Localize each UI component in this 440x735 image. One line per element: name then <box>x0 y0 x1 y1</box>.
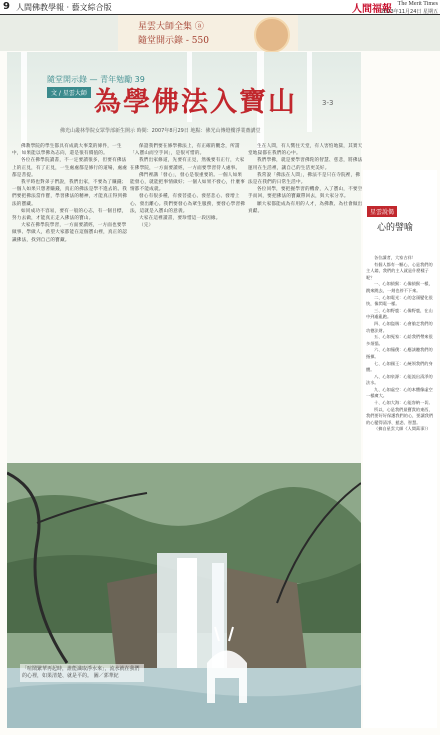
paragraph: 二、心如電光：心的念頭變化很快，像閃電一樣。 <box>366 294 433 307</box>
master-portrait-image <box>254 17 290 53</box>
author-tag: 文 / 星雲大師 <box>47 87 91 98</box>
paragraph: 生在人間，有人嚮往天堂，有人害怕地獄，其實天堂地獄都在我們的心中。 <box>248 144 363 157</box>
paragraph: 佛教學院的學生都具有成就大事業的條件，一生中，如果能以學佛為志向，還是很有價值的。 <box>12 144 122 157</box>
sidebar-column <box>363 170 437 728</box>
paragraph: 所以，心是我們最寶貴的東西，我們要好好保護我們的心，要讓我們的心變得清淨、慈悲、智慧。 <box>366 406 434 425</box>
paragraph: 三、心如野鹿：心像野鹿，在山中到處亂跑。 <box>366 307 433 320</box>
sidebar-label: 星雲說偈 <box>367 206 397 217</box>
paragraph: 我平時也對弟子們說，我們出家，不要為了賺錢；一個人如果只想著賺錢，真正的佛法是學不進去的。我們要把佛法當作寶，學習佛法的精神，才能真正得到佛法的寶藏。 <box>12 180 128 207</box>
paragraph: 四、心如盜賊：心會偷走我們的功德法財。 <box>366 320 433 333</box>
issue-date: 2023年11月24日 星期五 <box>380 9 438 15</box>
paragraph: 六、心如僮僕：心應該聽我們的指揮。 <box>366 347 433 359</box>
article-column-2 <box>130 143 246 461</box>
book-advertisement[interactable] <box>118 15 298 51</box>
paragraph: 我常說「佛法在人間」，佛法不是只在寺院裡，佛法是在我們的日常生活中。 <box>248 172 361 186</box>
paragraph: 各位在佛學院讀書，不一定要讀很多，但要有佛法上的正見，有了正見，一生處處都是修行的道場，處處都是菩提。 <box>12 158 128 178</box>
waterfall-illustration <box>7 463 361 728</box>
ad-line-1: 星雲大師全集 ⓐ <box>138 22 204 32</box>
paragraph: 如同成功不容易，要有一般的心志，有一個目標，努力去做，才能真正走入佛法的寶山。 <box>12 208 127 222</box>
ad-line-2: 隨堂開示錄 - 550 <box>138 36 209 46</box>
paragraph: 願大家都能成為有用的人才，為佛教、為社會做出貢獻。 <box>248 201 363 214</box>
newspaper-logo: 人間福報 <box>352 4 392 15</box>
paragraph: （完） <box>139 223 154 229</box>
article-column-1 <box>12 143 128 461</box>
paragraph: 八、心如泉源：心能流出清淨的法水。 <box>366 373 433 386</box>
page-header <box>0 0 440 15</box>
newspaper-logo-en: The Merit Times <box>397 1 438 7</box>
paragraph: 大家在佛學院學習，一方面要讀經，一方面也要學做事、學做人，希望大家都能在這個寶山裡，真正的認識佛法，找到自己的寶藏。 <box>12 223 128 243</box>
page-number: 9 <box>3 1 10 12</box>
paragraph: 保證我們要在修學佛法上，有正確的觀念，所謂「入寶山而空手回」，是很可惜的。 <box>130 144 240 157</box>
article-title: 為學佛法入寶山 <box>94 87 297 118</box>
paragraph: （摘自星雲大師《人間萬事》） <box>374 426 431 432</box>
sidebar-title: 心的譬喻 <box>377 223 414 233</box>
paragraph: 一、心如猿猴：心像猿猴一樣，跳來跳去，一刻也停不下來。 <box>366 281 433 293</box>
paragraph: 九、心如虛空：心的本體像虛空一樣廣大。 <box>366 386 433 399</box>
paragraph: 各位同學，要把握學習的機會，入了寶山，不要空手而回，要把佛法的寶藏帶回去，與大家分享。 <box>248 187 363 200</box>
paragraph: 十、心如大海：心能容納一切。 <box>374 400 433 406</box>
sidebar-body <box>366 255 436 725</box>
series-title: 隨堂開示錄 — 青年勉勵 39 <box>47 75 145 84</box>
article-byline: 佛光山叢林學院女眾學部新生開示 時間：2007年8月29日 地點：佛光山傳燈樓淨業齋講堂 <box>60 128 261 134</box>
article-part-number: 3-3 <box>322 99 334 107</box>
article-column-3 <box>248 143 364 461</box>
paragraph: 有個人都有一顆心，心是我們的主人翁，我們的主人就是什麼樣子呢？ <box>366 261 433 280</box>
paragraph: 我們學佛，就是要學習佛陀的智慧、慈悲，將佛法運用在生活裡，讓自己的生活更美好。 <box>248 158 363 171</box>
paragraph: 大家在這裡讀書，要珍惜這一段因緣。 <box>139 216 221 222</box>
paragraph: 各位讀者，大家吉祥！ <box>374 255 416 260</box>
paragraph: 佛門裡講「發心」，發心是很重要的。一個人如果能發心，就能把事情做好；一個人如果不發心，什麼事情都不能成就。 <box>130 172 246 193</box>
section-title: 人間佛教學報 · 藝文綜合版 <box>16 3 112 12</box>
paragraph: 我們出家修道，先要有正見，然後要有正行，大家在佛學院，一方面要讀經，一方面要學習待人處事。 <box>130 158 245 171</box>
photo-caption: 「喧鬧繁華再起時，誰能識取淨水來」，流水就在我們的心裡，如果清楚、就是平的。 圖／郭華紀 <box>20 664 144 682</box>
paragraph: 七、心如國王：心統領我們的身體。 <box>366 360 433 373</box>
paragraph: 發心有很多種，有發菩提心、發慈悲心、發增上心、發出離心。我們要發心為眾生服務，要發心學習佛法，這就是入寶山的意義。 <box>130 194 246 214</box>
waterfall-photo <box>7 463 361 728</box>
paragraph: 五、心如冤家：心給我們帶來很多煩惱。 <box>366 334 433 346</box>
